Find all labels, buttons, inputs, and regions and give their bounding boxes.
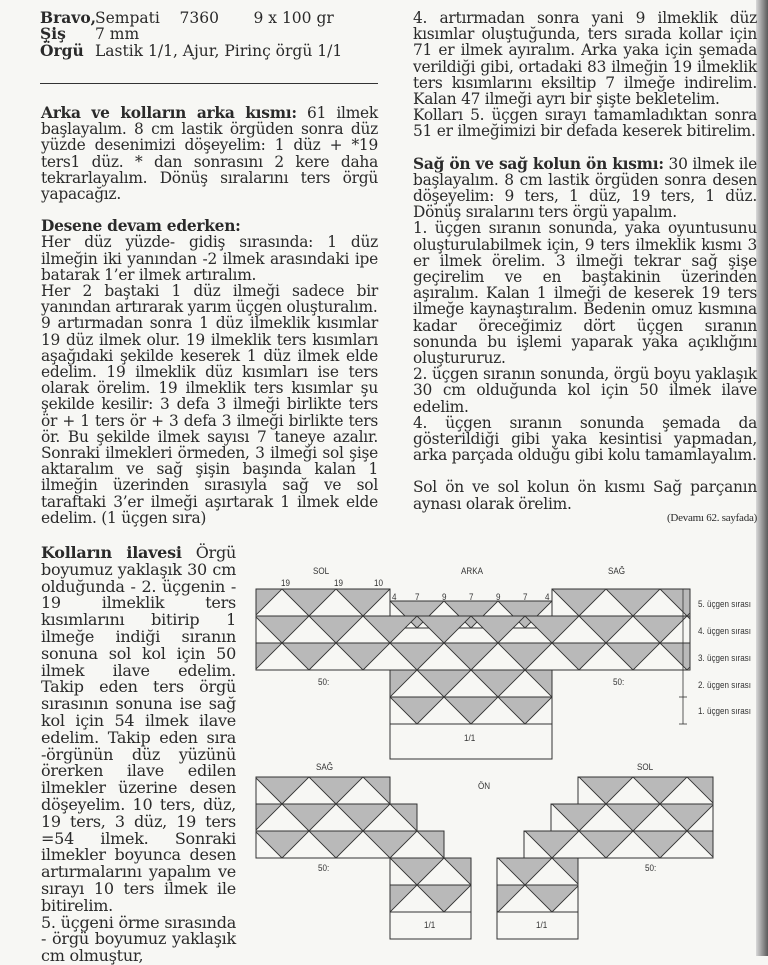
front-title: ÖN [478, 781, 491, 792]
shaded-triangle [174, 589, 228, 616]
pattern-paragraph: 9 artırmadan sonra 1 düz ilmeklik kısımlar 19 düz ilmek olur. 19 ilmeklik ters kısımları aşağıdaki şekilde keserek 1 düz ilmek elde edelim. 19 ilmeklik düz kısımları ise ters olarak örelim. 19 ilmeklik ters kısımlar şu şekilde kesilir: 3 defa 3 ilmeği birlikte ters ör + 1 ters ör + 3 defa 3 ilmeği birlikte ters ör. Bu şekilde ilmek sayısı 7 taneye azalır. Sonraki ilmekleri örmeden, 3 ilmeği sol şişe aktaralım ve sağ şişin başında kalan 1 ilmeğin üzerinden sırasıyla sağ ve sol taraftaki 3’er ilmeği aşırtarak 1 ilmek elde edelim. (1 üçgen sıra) [41, 314, 378, 527]
shaded-triangle [390, 697, 444, 724]
shaded-triangle [579, 616, 633, 643]
pattern-row [444, 804, 768, 831]
shaded-triangle [579, 831, 633, 858]
shaded-triangle [444, 697, 498, 724]
count-label: 19 [334, 578, 343, 589]
shaded-triangle [525, 831, 579, 858]
neck-count: 9 [442, 592, 447, 603]
front-left-rib-label: 1/1 [536, 920, 548, 931]
shaded-triangle [552, 589, 606, 616]
sleeve-text: Örgü boyumuz yaklaşık 30 cm olduğunda - 2. üçgenin - 19 ilmeklik ters kısımlarını bitirip 1 ilmeğe indiği sıranın sonuna sol kol için 50 ilmek ilave edelim. Takip eden ters örgü sırasının sonuna ise sağ kol için 54 ilmek ilave edelim. Takip eden sıra -örgünün düz yüzünü örerken ilave edilen ilmekler üzerine desen döşeyelim. 10 ters, düz, 19 ters, 3 düz, 19 ters =54 ilmek. Sonraki ilmekler boyunca desen artırmalarını yapalım ve sırayı 10 ters ilmek ile bitirelim. [41, 543, 236, 915]
shaded-triangle [336, 804, 390, 831]
row-outline [390, 670, 552, 697]
shaded-triangle [444, 804, 498, 831]
stitch-label: Örgü [40, 40, 84, 60]
shaded-triangle [525, 885, 579, 912]
shaded-triangle [309, 616, 363, 643]
shaded-triangle [228, 643, 282, 670]
shaded-triangle [309, 831, 363, 858]
shaded-triangle [417, 616, 471, 643]
shaded-triangle [201, 831, 255, 858]
shaded-triangle [579, 885, 633, 912]
right-paragraph: 4. artırmadan sonra yani 9 ilmeklik düz kısımlar oluştuğunda, ters sırada kollar için 71 er ilmek ayıralım. Arka yaka için şemada verildiği gibi, ortadaki 83 ilmeğin 19 ilmeklik ters kısımlarını eksiltip 7 ilmeğe indirelim. Kalan 47 ilmeği ayrı bir şişte bekletelim. [413, 9, 757, 109]
pattern-row [309, 885, 525, 912]
shaded-triangle [660, 804, 714, 831]
pattern-row [309, 670, 579, 697]
back-section-text: 61 ilmek başlayalım. 8 cm lastik örgüden sonra düz yüzde desenimizi döşeyelim: 1 düz + *19 ters1 düz. * dan sonrasını 2 kere daha tekrarlayalım. Dönüş sıralarını ters örgü yapacağız. [41, 104, 378, 204]
row-label: 3. üçgen sırası [698, 653, 751, 664]
shaded-triangle [174, 643, 228, 670]
sleeve-title: Kolların ilavesi [41, 543, 182, 562]
shaded-triangle [471, 885, 525, 912]
shaded-triangle [363, 616, 417, 643]
shaded-triangle [336, 589, 390, 616]
front-left-piece-label: SOL [637, 762, 654, 773]
shaded-triangle [147, 616, 201, 643]
pattern-row [417, 831, 741, 858]
neck-count: 9 [496, 592, 501, 603]
count-label: 19 [281, 578, 290, 589]
left-front-note: Sol ön ve sol kolun ön kısmı Sağ parçanın aynası olarak örelim. [413, 478, 757, 513]
shaded-triangle [228, 589, 282, 616]
pattern-row [147, 616, 741, 643]
shaded-triangle [201, 616, 255, 643]
back-right-sleeve-label: 50: [613, 677, 625, 688]
pattern-row [174, 804, 444, 831]
shaded-triangle [498, 858, 552, 885]
shaded-triangle [282, 697, 336, 724]
shaded-triangle [633, 616, 687, 643]
row-label: 1. üçgen sırası [698, 706, 751, 717]
shaded-triangle [417, 885, 471, 912]
shaded-triangle [174, 804, 228, 831]
shaded-triangle [147, 777, 201, 804]
shaded-triangle [687, 831, 741, 858]
shaded-triangle [579, 777, 633, 804]
yarn-label: Bravo, [40, 8, 97, 27]
shaded-triangle [471, 670, 525, 697]
front-right-rib-label: 1/1 [424, 920, 436, 931]
shaded-triangle [336, 858, 390, 885]
shaded-triangle [444, 643, 498, 670]
right-paragraph: 2. üçgen sıranın sonunda, örgü boyu yaklaşık 30 cm olduğunda kol için 50 ilmek ilave edelim. [413, 365, 757, 416]
sleeve-text-2: 5. üçgeni örme sırasında - örgü boyumuz yaklaşık cm olmuştur, [41, 912, 236, 965]
neck-count: 4 [392, 592, 397, 603]
shaded-triangle [471, 831, 525, 858]
shaded-triangle [606, 589, 660, 616]
shaded-triangle [552, 643, 606, 670]
shaded-triangle [687, 777, 741, 804]
right-paragraph: 1. üçgen sıranın sonunda, yaka oyuntusunu oluşturulabilmek için, 9 ters ilmeklik kısmı 3 er ilmek örelim. 3 ilmeği tekrar sağ şişe geçirelim ve en baştakinin üzerinden aşıralım. Kalan 1 ilmeği de keserek 19 ters ilmeğe kaynaştıralım. Bedenin omuz kısmına kadar öreceğimiz dört üçgen sıranın sonunda bu işlemi yaparak yaka açıklığını oluştururuz. [413, 219, 757, 368]
row-label: 2. üçgen sırası [698, 680, 751, 691]
shaded-triangle [606, 804, 660, 831]
shaded-triangle [147, 831, 201, 858]
shaded-triangle [633, 831, 687, 858]
continued-note: (Devamı 62. sayfada) [667, 511, 757, 524]
front-right-sleeve-label: 50: [318, 863, 330, 874]
back-title: ARKA [461, 566, 483, 577]
back-right-label: SAĞ [608, 566, 626, 577]
shaded-triangle [336, 697, 390, 724]
shaded-triangle [255, 831, 309, 858]
neck-count: 7 [415, 592, 420, 603]
needle-value: 7 mm [95, 25, 140, 44]
shaded-triangle [417, 670, 471, 697]
pattern-row [174, 643, 768, 670]
neck-count: 4 [545, 592, 550, 603]
neck-count: 7 [523, 592, 528, 603]
shaded-triangle [201, 777, 255, 804]
back-section-title: Arka ve kolların arka kısmı: [41, 104, 297, 122]
pattern-row [282, 697, 606, 724]
back-left-sleeve-label: 50: [318, 677, 330, 688]
count-label: 10 [374, 578, 383, 589]
back-rib-label: 1/1 [464, 733, 476, 744]
pattern-paragraph: Her düz yüzde- gidiş sırasında: 1 düz ilmeğin iki yanından -2 ilmek arasındaki ipe batarak 1’er ilmek artıralım. [41, 233, 378, 284]
right-front-text: 30 ilmek ile başlayalım. 8 cm lastik örgüden sonra desen döşeyelim: 9 ters, 1 düz, 19 ters, 1 düz. Dönüş sıralarını ters örgü yapalım. [413, 154, 757, 222]
shaded-triangle [552, 697, 606, 724]
back-left-label: SOL [313, 566, 330, 577]
shaded-triangle [552, 804, 606, 831]
shaded-triangle [606, 643, 660, 670]
shaded-triangle [282, 643, 336, 670]
front-left-sleeve-label: 50: [645, 863, 657, 874]
neck-count: 7 [469, 592, 474, 603]
shaded-triangle [525, 777, 579, 804]
shaded-triangle [282, 804, 336, 831]
shaded-triangle [471, 616, 525, 643]
shaded-triangle [498, 643, 552, 670]
pattern-paragraph: Her 2 baştaki 1 düz ilmeği sadece bir yanından artırarak yarım üçgen oluşturalım. [41, 282, 378, 317]
shaded-triangle [390, 858, 444, 885]
shaded-triangle [336, 643, 390, 670]
shaded-triangle [255, 777, 309, 804]
shaded-triangle [228, 804, 282, 831]
front-right-piece-label: SAĞ [316, 762, 334, 773]
shaded-triangle [633, 777, 687, 804]
shaded-triangle [525, 616, 579, 643]
row-label: 5. üçgen sırası [698, 599, 751, 610]
shaded-triangle [714, 804, 768, 831]
needle-label: Şiş [40, 24, 66, 44]
right-paragraph: Kolları 5. üçgen sırayı tamamladıktan sonra 51 er ilmeğimizi bir defada keserek bitirelim. [413, 106, 757, 141]
pattern-row [147, 831, 471, 858]
right-paragraph: 4. üçgen sıranın sonunda şemada da gösterildiği gibi yaka kesintisi yapmadan, arka parçada olduğu gibi kolu tamamlayalım. [413, 413, 757, 465]
shaded-triangle [309, 885, 363, 912]
shaded-triangle [498, 697, 552, 724]
shaded-triangle [282, 589, 336, 616]
shaded-triangle [498, 804, 552, 831]
right-front-title: Sağ ön ve sağ kolun ön kısmı: [413, 154, 664, 173]
pattern-row [471, 777, 741, 804]
shaded-triangle [390, 643, 444, 670]
pattern-row [147, 777, 417, 804]
shaded-triangle [255, 616, 309, 643]
stitch-value: Lastik 1/1, Ajur, Pirinç örgü 1/1 [95, 41, 343, 60]
shaded-triangle [309, 777, 363, 804]
pattern-continue-title: Desene devam ederken: [41, 217, 241, 236]
shaded-triangle [363, 831, 417, 858]
row-outline [256, 804, 417, 831]
row-label: 4. üçgen sırası [698, 626, 751, 637]
yarn-value: Sempati 7360 9 x 100 gr [95, 9, 334, 27]
shaded-triangle [552, 858, 606, 885]
